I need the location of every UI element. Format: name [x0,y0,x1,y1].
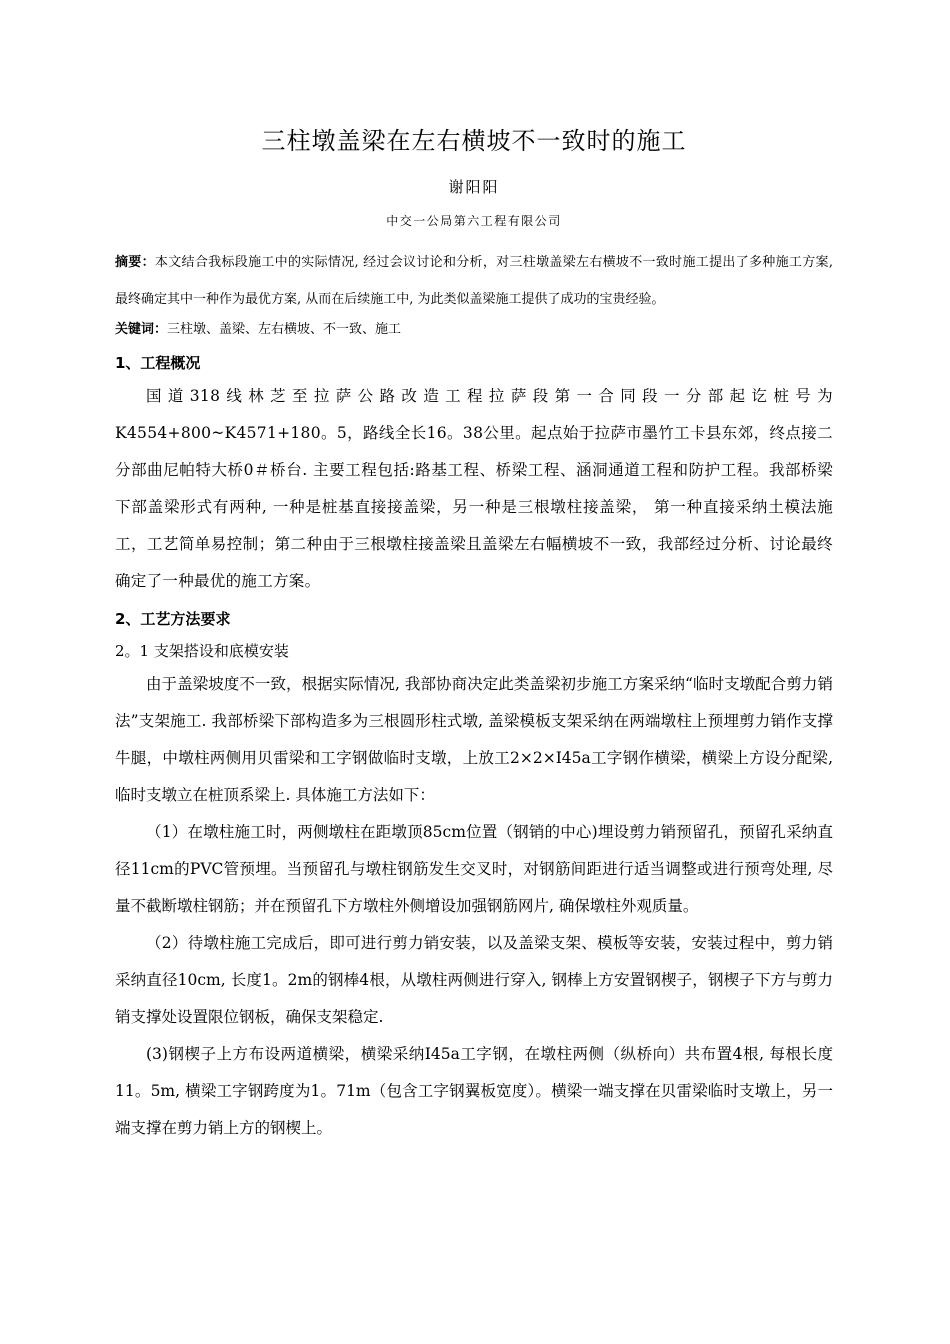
abstract-text: 本文结合我标段施工中的实际情况, 经过会议讨论和分析，对三柱墩盖梁左右横坡不一致时施工提出了多种施工方案, 最终确定其中一种作为最优方案, 从而在后续施工中, 为此类似盖梁施工提供了成功的宝贵经验。 [115,255,833,307]
section-heading-method: 2、工艺方法要求 [115,610,231,628]
keywords-text: 三柱墩、盖梁、左右横坡、不一致、施工 [167,322,402,337]
keywords [115,316,833,344]
method-paragraph-step-1: （1）在墩柱施工时，两侧墩柱在距墩顶85cm位置（钢销的中心)埋设剪力销预留孔，预留孔采纳直径11cm的PVC管预埋。当预留孔与墩柱钢筋发生交叉时，对钢筋间距进行适当调整或进行预弯处理, 尽量不截断墩柱钢筋；并在预留孔下方墩柱外侧增设加强钢筋网片, 确保墩柱外观质量。 [115,823,833,915]
method-paragraph-step-2: （2）待墩柱施工完成后，即可进行剪力销安装，以及盖梁支架、模板等安装，安装过程中，剪力销采纳直径10cm, 长度1。2m的钢棒4根，从墩柱两侧进行穿入, 钢棒上方安置钢楔子，钢楔子下方与剪力销支撑处设置限位钢板，确保支架稳定. [115,934,833,1026]
author-affiliation: 中交一公局第六工程有限公司 [386,214,562,228]
author-name: 谢阳阳 [448,178,500,196]
page-title: 三柱墩盖梁在左右横坡不一致时的施工 [261,127,687,155]
subsection-heading-support: 2。1 支架搭设和底模安装 [115,642,289,660]
method-paragraph-step-3: (3)钢楔子上方布设两道横梁，横梁采纳I45a工字钢，在墩柱两侧（纵桥向）共布置4根, 每根长度11。5m, 横梁工字钢跨度为1。71m（包含工字钢翼板宽度）。横梁一端支撑在贝雷梁临时支墩上，另一端支撑在剪力销上方的钢楔上。 [115,1045,833,1137]
overview-paragraph: 国道318线林芝至拉萨公路改造工程拉萨段第一合同段一分部起讫桩号为K4554+800~K4571+180。5，路线全长16。38公里。起点始于拉萨市墨竹工卡县东郊，终点接二分部曲尼帕特大桥0＃桥台. 主要工程包括:路基工程、桥梁工程、涵洞通道工程和防护工程。我部桥梁下部盖梁形式有两种, 一种是桩基直接接盖梁，另一种是三根墩柱接盖梁， 第一种直接采纳土模法施工，工艺简单易控制；第二种由于三根墩柱接盖梁且盖梁左右幅横坡不一致，我部经过分析、讨论最终确定了一种最优的施工方案。 [115,387,833,590]
abstract-label: 摘要： [115,255,155,270]
abstract [115,244,833,318]
keywords-label: 关键词： [115,322,168,337]
section-heading-overview: 1、工程概况 [115,354,201,372]
method-paragraph-intro: 由于盖梁坡度不一致，根据实际情况, 我部协商决定此类盖梁初步施工方案采纳“临时支墩配合剪力销法”支架施工. 我部桥梁下部构造多为三根圆形柱式墩, 盖梁模板支架采纳在两端墩柱上预埋剪力销作支撑牛腿，中墩柱两侧用贝雷梁和工字钢做临时支墩，上放工2×2×I45a工字钢作横梁，横梁上方设分配梁, 临时支墩立在桩顶系梁上. 具体施工方法如下： [115,675,833,804]
